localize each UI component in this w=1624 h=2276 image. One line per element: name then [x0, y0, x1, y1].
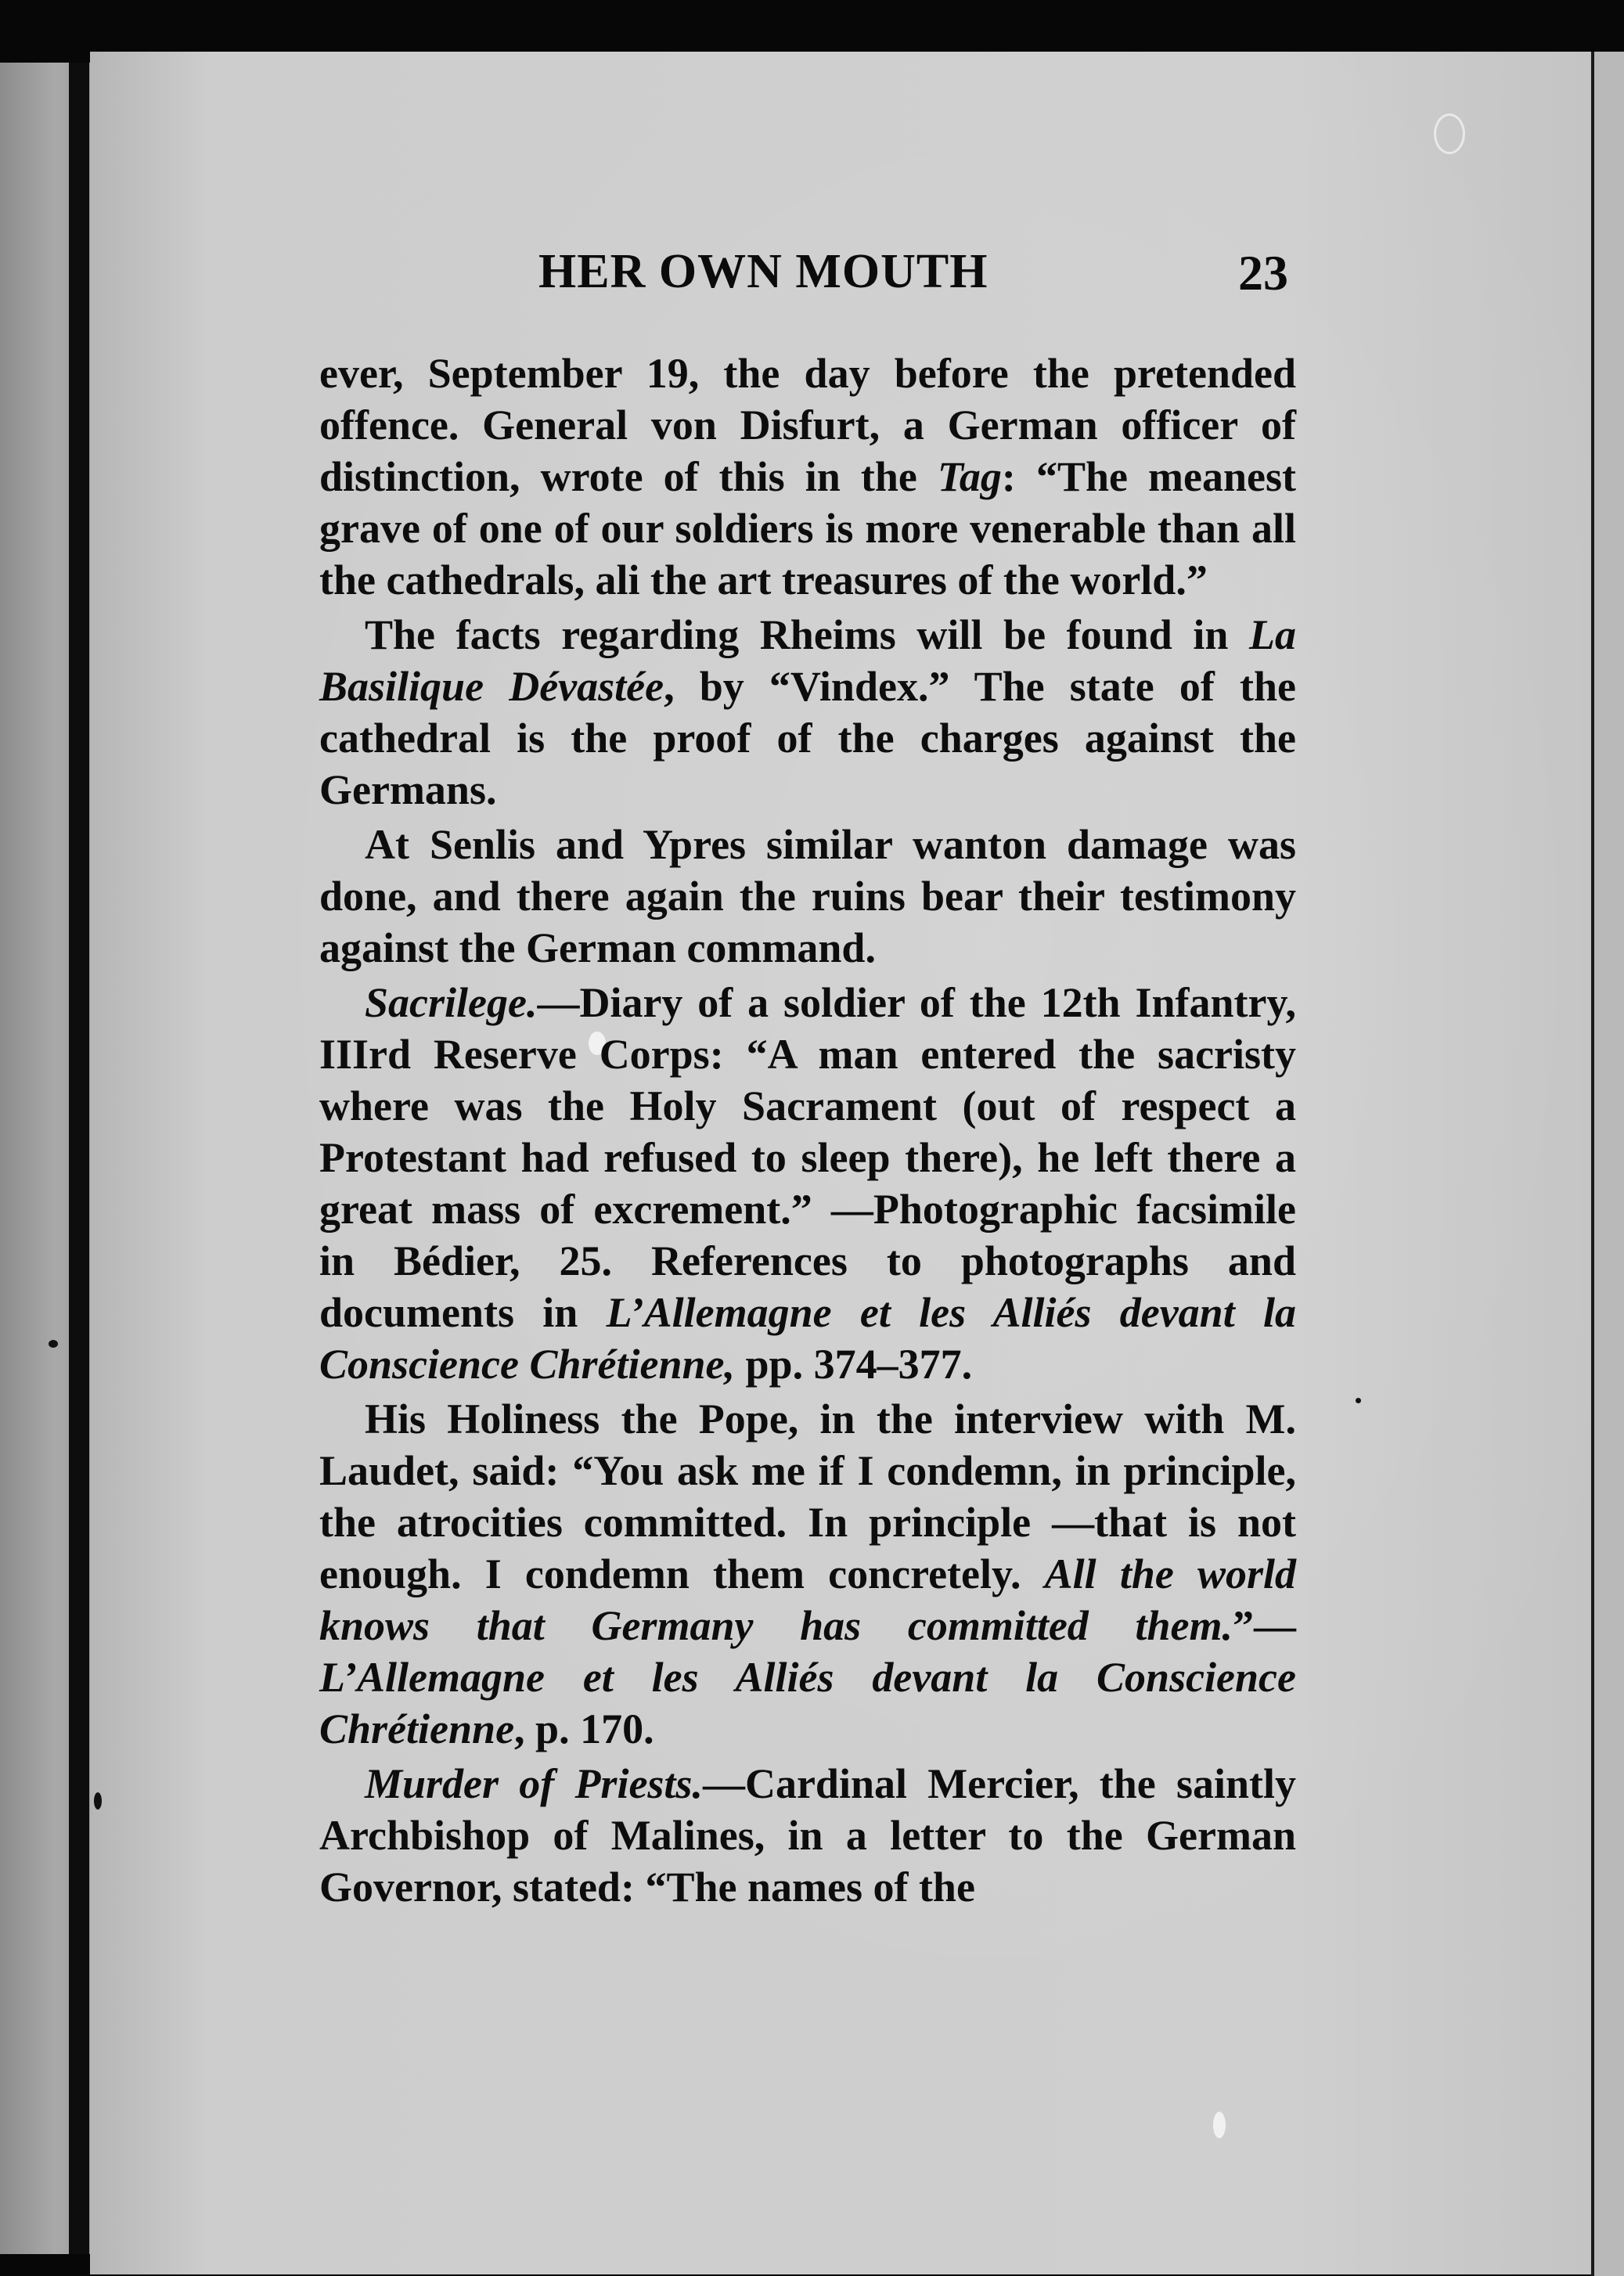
- paragraph-p5: [319, 1393, 1296, 1755]
- dust-speck: [94, 1792, 102, 1810]
- italic-text-run: Murder of Priests.: [365, 1760, 703, 1807]
- paragraph-p3: [319, 819, 1296, 974]
- binding-shadow: [69, 63, 89, 2254]
- text-run: , by “Vindex.” The state of the cathedral is the proof of the charges against the Germans.: [319, 663, 1296, 813]
- text-run: , p. 170.: [514, 1705, 654, 1752]
- text-run: —Cardinal Mercier, the saintly Archbishop of Malines, in a letter to the German Governor, stated: “The names of the: [319, 1760, 1297, 1910]
- body-text: [319, 348, 1296, 1916]
- page-number: 23: [1238, 245, 1288, 301]
- paragraph-p4: [319, 977, 1296, 1390]
- paragraph-p2: [319, 609, 1296, 816]
- dust-speck: [49, 1340, 58, 1348]
- dust-speck: [1356, 1398, 1361, 1403]
- paragraph-p6: [319, 1758, 1296, 1913]
- text-run: At Senlis and Ypres similar wanton damage was done, and there again the ruins bear their testimony against the German command.: [319, 821, 1296, 971]
- text-run: : “The meanest grave of one of our soldiers is more venerable than all the cathedrals, ali the art treasures of the world.”: [319, 453, 1296, 603]
- running-head: HER OWN MOUTH: [538, 245, 988, 298]
- italic-text-run: All the world knows that Germany has committed them.: [319, 1550, 1296, 1649]
- italic-text-run: Tag: [937, 453, 1002, 500]
- text-run: pp. 374–377.: [735, 1341, 973, 1388]
- italic-text-run: Sacrilege.: [365, 979, 538, 1026]
- paragraph-p1: [319, 348, 1296, 606]
- right-page-edge: [1591, 52, 1624, 2276]
- white-blemish: [1213, 2112, 1226, 2138]
- italic-text-run: L’Allemagne et les Alliés devant la Conscience Chrétienne,: [319, 1289, 1297, 1388]
- italic-text-run: La Basilique Dévastée: [319, 611, 1296, 710]
- page-header: [0, 244, 1624, 315]
- text-run: ”—: [1233, 1602, 1296, 1649]
- text-run: His Holiness the Pope, in the interview with M. Laudet, said: “You ask me if I condemn, in principle, the atrocities committed. In principle —that is not enough. I condemn them concretely.: [319, 1395, 1296, 1597]
- text-run: ever, September 19, the day before the pretended offence. General von Disfurt, a German officer of distinction, wrote of this in the: [319, 350, 1296, 500]
- text-run: The facts regarding Rheims will be found in: [365, 611, 1249, 658]
- pencil-mark: [1434, 113, 1465, 154]
- italic-text-run: L’Allemagne et les Alliés devant la Conscience Chrétienne: [319, 1654, 1296, 1752]
- text-run: —Diary of a soldier of the 12th Infantry, IIIrd Reserve Corps: “A man entered the sacristy where was the Holy Sacrament (out of respect a Protestant had refused to sleep there), he left there a great mass of excrement.” —Photographic facsimile in Bédier, 25. References to photographs and documents in: [319, 979, 1296, 1336]
